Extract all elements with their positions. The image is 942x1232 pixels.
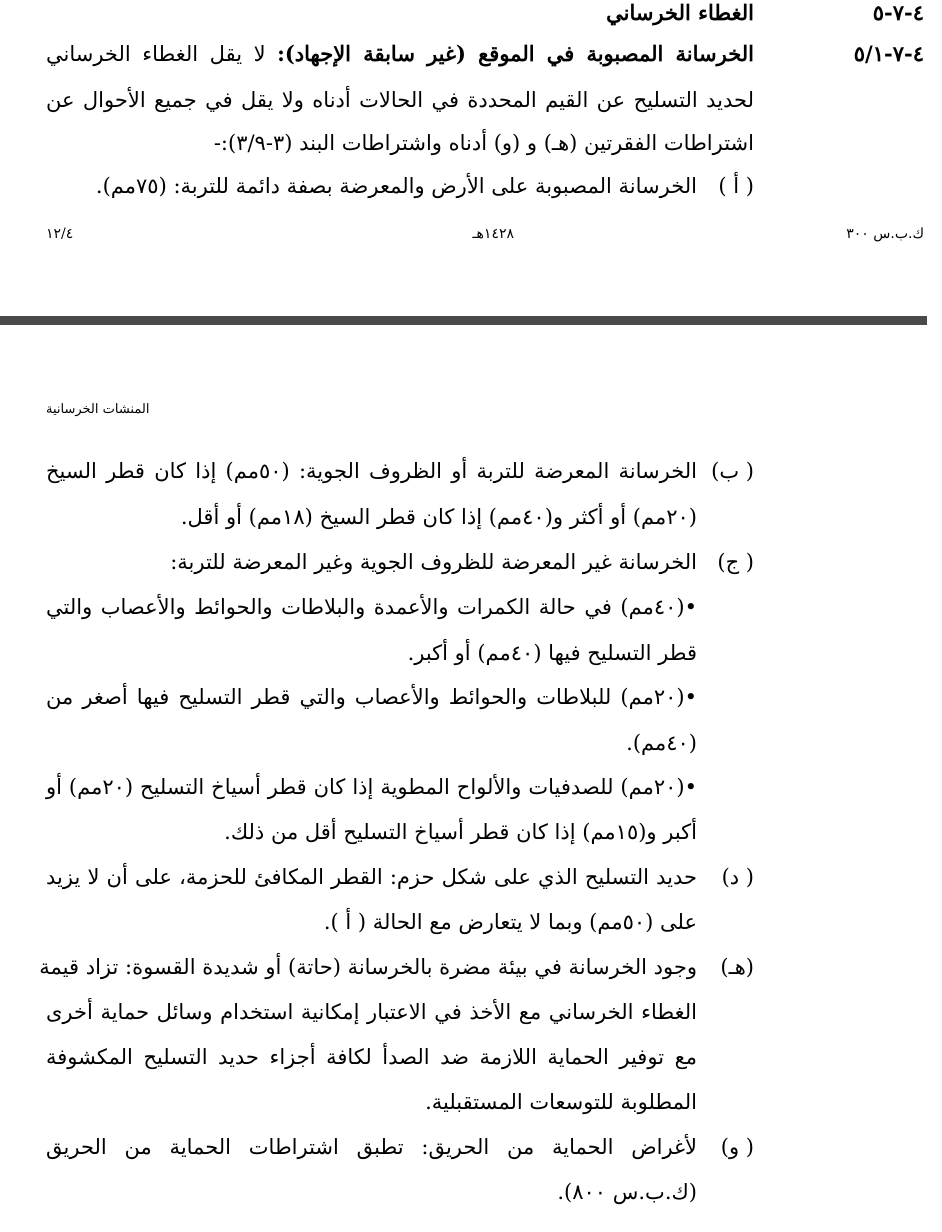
footer-year: ١٤٢٨هـ bbox=[472, 226, 514, 242]
item-b-line-2: (٢٠مم) أو أكثر و(٤٠مم) إذا كان قطر السيخ (١٨مم) أو أقل. bbox=[180, 505, 697, 529]
paragraph-line-3: اشتراطات الفقرتين (هـ) و (و) أدناه واشتراطات البند (٣-٣/٩):- bbox=[213, 131, 754, 155]
bullet-3-line-2: أكبر و(١٥مم) إذا كان قطر أسياخ التسليح أقل من ذلك. bbox=[224, 820, 697, 844]
item-a-text: الخرسانة المصبوبة على الأرض والمعرضة بصفة دائمة للتربة: (٧٥مم). bbox=[95, 174, 697, 198]
item-e-label: (هـ) bbox=[720, 955, 754, 979]
footer-page-number: ١٢/٤ bbox=[46, 226, 74, 242]
item-b-label: ( ب) bbox=[711, 459, 754, 483]
page-header: المنشات الخرسانية bbox=[46, 402, 150, 417]
item-f-label: ( و) bbox=[720, 1135, 754, 1159]
item-e-line-2: الغطاء الخرساني مع الأخذ في الاعتبار إمكانية استخدام وسائل حماية أخرى bbox=[46, 1000, 697, 1024]
item-e-line-4: المطلوبة للتوسعات المستقبلية. bbox=[425, 1090, 697, 1114]
item-c-label: ( ج) bbox=[717, 550, 754, 574]
item-d-line-1: حديد التسليح الذي على شكل حزم: القطر المكافئ للحزمة، على أن لا يزيد bbox=[46, 865, 697, 889]
bullet-2-line-2: (٤٠مم). bbox=[626, 731, 697, 755]
item-e-line-1: وجود الخرسانة في بيئة مضرة بالخرسانة (حاتة) أو شديدة القسوة: تزاد قيمة bbox=[39, 955, 697, 979]
section-number: ٤-٧-٥ bbox=[872, 0, 924, 25]
subsection-line-1 bbox=[46, 41, 754, 66]
page-divider bbox=[0, 316, 927, 325]
section-title: الغطاء الخرساني bbox=[606, 0, 754, 25]
item-c-line-1: الخرسانة غير المعرضة للظروف الجوية وغير المعرضة للتربة: bbox=[170, 550, 697, 574]
subsection-title: الخرسانة المصبوبة في الموقع (غير سابقة الإجهاد): bbox=[277, 41, 754, 66]
item-d-label: ( د) bbox=[721, 865, 754, 889]
item-b-line-1: الخرسانة المعرضة للتربة أو الظروف الجوية: (٥٠مم) إذا كان قطر السيخ bbox=[46, 459, 697, 483]
item-d-line-2: على (٥٠مم) وبما لا يتعارض مع الحالة ( أ ). bbox=[323, 910, 697, 934]
footer-code: ك.ب.س ٣٠٠ bbox=[846, 226, 924, 242]
bullet-3-line-1: •(٢٠مم) للصدفيات والألواح المطوية إذا كان قطر أسياخ التسليح (٢٠مم) أو bbox=[46, 775, 697, 799]
bullet-2-line-1: •(٢٠مم) للبلاطات والحوائط والأعصاب والتي قطر التسليح فيها أصغر من bbox=[46, 685, 697, 709]
bullet-1-line-2: قطر التسليح فيها (٤٠مم) أو أكبر. bbox=[407, 641, 697, 665]
item-f-line-2: (ك.ب.س ٨٠٠). bbox=[557, 1180, 697, 1204]
subsection-title-tail: لا يقل الغطاء الخرساني bbox=[46, 42, 266, 66]
item-a-label: ( أ ) bbox=[718, 174, 754, 198]
item-f-line-1: لأغراض الحماية من الحريق: تطبق اشتراطات الحماية من الحريق bbox=[46, 1135, 697, 1159]
item-e-line-3: مع توفير الحماية اللازمة ضد الصدأ لكافة أجزاء حديد التسليح المكشوفة bbox=[46, 1045, 697, 1069]
paragraph-line-2: لحديد التسليح عن القيم المحددة في الحالات أدناه ولا يقل في جميع الأحوال عن bbox=[46, 88, 754, 112]
subsection-number: ٤-٧-٥/١ bbox=[853, 41, 924, 66]
bullet-1-line-1: •(٤٠مم) في حالة الكمرات والأعمدة والبلاطات والحوائط والأعصاب والتي bbox=[46, 595, 697, 619]
